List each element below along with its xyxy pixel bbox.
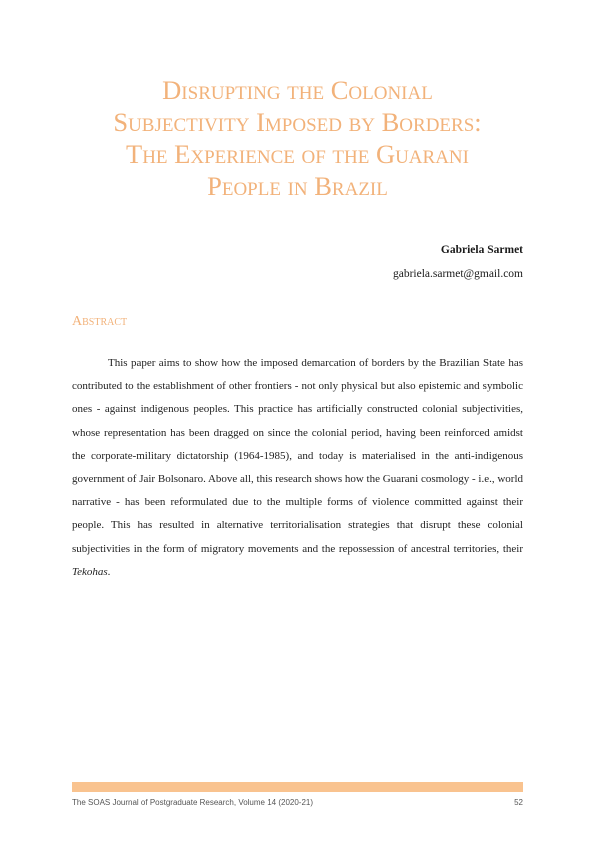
title-line-3: The Experience of the Guarani xyxy=(126,139,469,169)
abstract-text-italic: Tekohas xyxy=(72,565,108,578)
abstract-text-end: . xyxy=(107,565,111,578)
title-line-1: Disrupting the Colonial xyxy=(162,75,433,105)
title-line-2: Subjectivity Imposed by Borders: xyxy=(113,107,482,137)
abstract-paragraph xyxy=(72,352,523,584)
abstract-text-main: This paper aims to show how the imposed demarcation of borders by the Brazilian State has contributed to the establishment of other frontiers - not only physical but also epistemic and symbolic ones - against indigenous peoples. This practice has artificially constructed colonial subjectivities, whose representation has been dragged on since the colonial period, having been reinforced amidst the corporate-military dictatorship (1964-1985), and today is materialised in the anti-indigenous government of Jair Bolsonaro. Above all, this research shows how the Guarani cosmology - i.e., world narrative - has been reformulated due to the multiple forms of violence committed against their people. This has resulted in alternative territorialisation strategies that disrupt these colonial subjectivities in the form of migratory movements and the repossession of ancestral territories, their xyxy=(72,357,523,555)
title-line-4: People in Brazil xyxy=(207,171,388,201)
paper-title xyxy=(60,74,535,202)
author-name: Gabriela Sarmet xyxy=(440,244,523,256)
author-email[interactable]: gabriela.sarmet@gmail.com xyxy=(392,268,523,280)
page-number: 52 xyxy=(514,798,523,807)
footer-journal-name: The SOAS Journal of Postgraduate Research, Volume 14 (2020-21) xyxy=(72,798,314,807)
footer-bar xyxy=(72,782,523,792)
abstract-heading: Abstract xyxy=(72,314,128,329)
